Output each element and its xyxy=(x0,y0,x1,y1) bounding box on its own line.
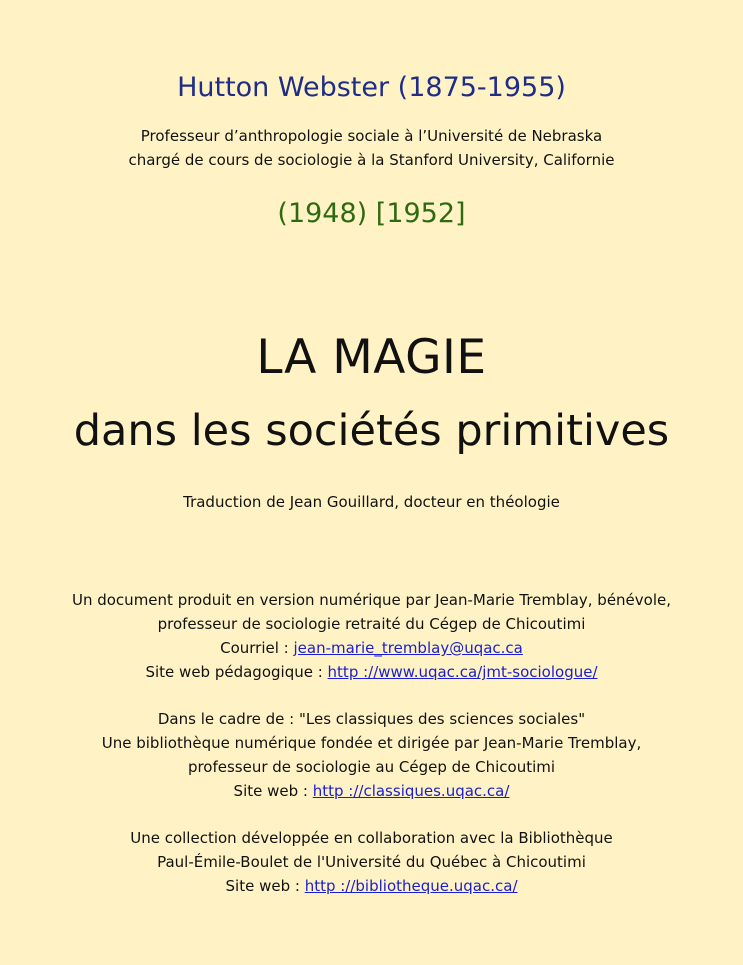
author-name: Hutton Webster (1875-1955) xyxy=(177,72,566,103)
frame-line: professeur de sociologie au Cégep de Chicoutimi xyxy=(187,758,556,776)
spacer xyxy=(0,684,743,707)
site-label: Site web pédagogique : xyxy=(145,663,328,681)
library-label: Site web : xyxy=(225,877,305,895)
affiliation-line: Professeur d’anthropologie sociale à l’Université de Nebraska xyxy=(140,127,603,145)
classics-link[interactable]: http ://classiques.uqac.ca/ xyxy=(312,782,510,800)
book-subtitle: dans les sociétés primitives xyxy=(73,406,670,456)
classics-label: Site web : xyxy=(233,782,313,800)
classics-row xyxy=(0,779,743,803)
affiliation-line: chargé de cours de sociologie à la Stanford University, Californie xyxy=(128,151,615,169)
collab-line: Une collection développée en collaboration avec la Bibliothèque xyxy=(130,829,613,847)
email-row xyxy=(0,636,743,660)
site-link[interactable]: http ://www.uqac.ca/jmt-sociologue/ xyxy=(327,663,598,681)
email-link[interactable]: jean-marie_tremblay@uqac.ca xyxy=(293,639,523,657)
producer-line: Un document produit en version numérique par Jean-Marie Tremblay, bénévole, xyxy=(71,591,672,609)
library-link[interactable]: http ://bibliotheque.uqac.ca/ xyxy=(304,877,518,895)
email-label: Courriel : xyxy=(220,639,294,657)
colophon xyxy=(0,588,743,898)
library-row xyxy=(0,874,743,898)
site-row xyxy=(0,660,743,684)
frame-line: Une bibliothèque numérique fondée et dirigée par Jean-Marie Tremblay, xyxy=(101,734,642,752)
collab-line: Paul-Émile-Boulet de l'Université du Québec à Chicoutimi xyxy=(157,853,586,871)
producer-line: professeur de sociologie retraité du Cégep de Chicoutimi xyxy=(157,615,586,633)
publication-years: (1948) [1952] xyxy=(277,198,466,229)
frame-line: Dans le cadre de : "Les classiques des sciences sociales" xyxy=(157,710,586,728)
author-affiliation xyxy=(0,124,743,172)
book-title: LA MAGIE xyxy=(256,330,487,385)
translation-credit: Traduction de Jean Gouillard, docteur en théologie xyxy=(183,493,560,511)
spacer xyxy=(0,803,743,826)
